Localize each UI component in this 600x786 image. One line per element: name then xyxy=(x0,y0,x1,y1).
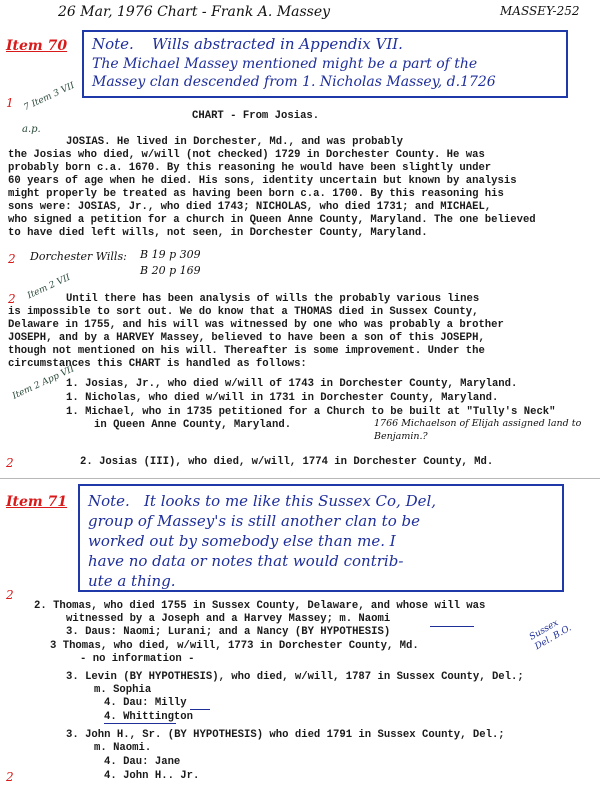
list-item: 4. Dau: Milly xyxy=(104,697,187,709)
margin-note: 1 xyxy=(6,96,14,110)
page-reference: MASSEY-252 xyxy=(500,4,580,18)
note-line: have no data or notes that would contrib- xyxy=(88,552,404,570)
paragraph-line: who signed a petition for a church in Queen Anne County, Maryland. The one believed xyxy=(8,214,536,226)
margin-note: a.p. xyxy=(22,124,41,135)
underline-mark xyxy=(430,626,474,627)
paragraph-line: probably born c.a. 1670. By this reasoning he would have been slightly under xyxy=(8,162,492,174)
margin-note: 2 xyxy=(6,770,14,784)
list-item: 1. Michael, who in 1735 petitioned for a Church to be built at "Tully's Neck" xyxy=(66,406,556,418)
paragraph-line: Delaware in 1755, and his will was witnessed by one who was probably a brother xyxy=(8,319,504,331)
divider xyxy=(0,478,600,479)
underline-mark xyxy=(104,723,176,724)
margin-note: 2 xyxy=(6,588,14,602)
list-item: 3. John H., Sr. (BY HYPOTHESIS) who died 1791 in Sussex County, Del.; xyxy=(66,729,505,741)
handwritten-note: 1766 Michaelson of Elijah assigned land to Benjamin.? xyxy=(374,418,582,442)
margin-note: Item 2 App VII xyxy=(11,364,76,402)
note-line: Wills abstracted in Appendix VII. xyxy=(152,35,403,53)
list-item: 2. Josias (III), who died, w/will, 1774 in Dorchester County, Md. xyxy=(80,456,494,468)
list-item: witnessed by a Joseph and a Harvey Massey; m. Naomi xyxy=(66,613,391,625)
paragraph-line: 60 years of age when he died. His sons, identity uncertain but known by analysis xyxy=(8,175,517,187)
note-line: group of Massey's is still another clan to be xyxy=(88,512,420,530)
note-line: worked out by somebody else than me. I xyxy=(88,532,396,550)
list-item: 4. Whittington xyxy=(104,711,194,723)
paragraph-line: JOSEPH, and by a HARVEY Massey, believed to have been a son of this JOSEPH, xyxy=(8,332,485,344)
margin-note: Item 2 VII xyxy=(26,272,73,302)
list-item: m. Sophia xyxy=(94,684,152,696)
list-item: 3. Daus: Naomi; Lurani; and a Nancy (BY HYPOTHESIS) xyxy=(66,626,391,638)
list-item: 4. Dau: Jane xyxy=(104,756,181,768)
paragraph-line: to have died left wills, not seen, in Dorchester County, Maryland. xyxy=(8,227,428,239)
will-book-ref: B 20 p 169 xyxy=(140,264,201,277)
item-70-label: Item 70 xyxy=(6,38,68,54)
will-book-ref: B 19 p 309 xyxy=(140,248,201,261)
paragraph-line: though not mentioned on his will. Thereafter is some improvement. Under the xyxy=(8,345,485,357)
paragraph-line: JOSIAS. He lived in Dorchester, Md., and was probably xyxy=(66,136,403,148)
dorchester-wills-note: Dorchester Wills: xyxy=(30,250,127,263)
paragraph-line: circumstances this CHART is handled as follows: xyxy=(8,358,307,370)
chart-title: CHART - From Josias. xyxy=(192,110,320,122)
margin-note: 2 xyxy=(8,292,16,306)
margin-note: Sussex Del. B.O. xyxy=(527,618,574,653)
paragraph-line: might properly be treated as having been born c.a. 1700. By this reasoning his xyxy=(8,188,504,200)
list-item: 1. Josias, Jr., who died w/will of 1743 in Dorchester County, Maryland. xyxy=(66,378,518,390)
paragraph-line: Until there has been analysis of wills the probably various lines xyxy=(66,293,480,305)
note-line: The Michael Massey mentioned might be a part of the xyxy=(92,56,478,72)
list-item: in Queen Anne County, Maryland. xyxy=(94,419,292,431)
list-item: m. Naomi. xyxy=(94,742,152,754)
margin-note: 7 Item 3 VII xyxy=(22,80,77,114)
list-item: 3. Levin (BY HYPOTHESIS), who died, w/will, 1787 in Sussex County, Del.; xyxy=(66,671,524,683)
item-71-label: Item 71 xyxy=(6,494,68,510)
list-item: 4. John H.. Jr. xyxy=(104,770,200,782)
note-line: ute a thing. xyxy=(88,572,176,590)
paragraph-line: is impossible to sort out. We do know that a THOMAS died in Sussex County, xyxy=(8,306,479,318)
margin-note: 2 xyxy=(8,252,16,266)
note-label: Note. xyxy=(88,492,130,510)
header-date-note: 26 Mar, 1976 Chart - Frank A. Massey xyxy=(58,4,331,20)
paragraph-line: the Josias who died, w/will (not checked) 1729 in Dorchester County. He was xyxy=(8,149,485,161)
note-line: Massey clan descended from 1. Nicholas Massey, d.1726 xyxy=(92,74,496,90)
list-item: 3 Thomas, who died, w/will, 1773 in Dorchester County, Md. xyxy=(50,640,419,652)
list-item: 2. Thomas, who died 1755 in Sussex County, Delaware, and whose will was xyxy=(34,600,486,612)
list-item: 1. Nicholas, who died w/will in 1731 in Dorchester County, Maryland. xyxy=(66,392,499,404)
margin-note: 2 xyxy=(6,456,14,470)
underline-mark xyxy=(190,709,210,710)
note-line: It looks to me like this Sussex Co, Del, xyxy=(144,492,437,510)
note-label: Note. xyxy=(92,35,134,53)
list-item: - no information - xyxy=(80,653,195,665)
paragraph-line: sons were: JOSIAS, Jr., who died 1743; NICHOLAS, who died 1731; and MICHAEL, xyxy=(8,201,492,213)
